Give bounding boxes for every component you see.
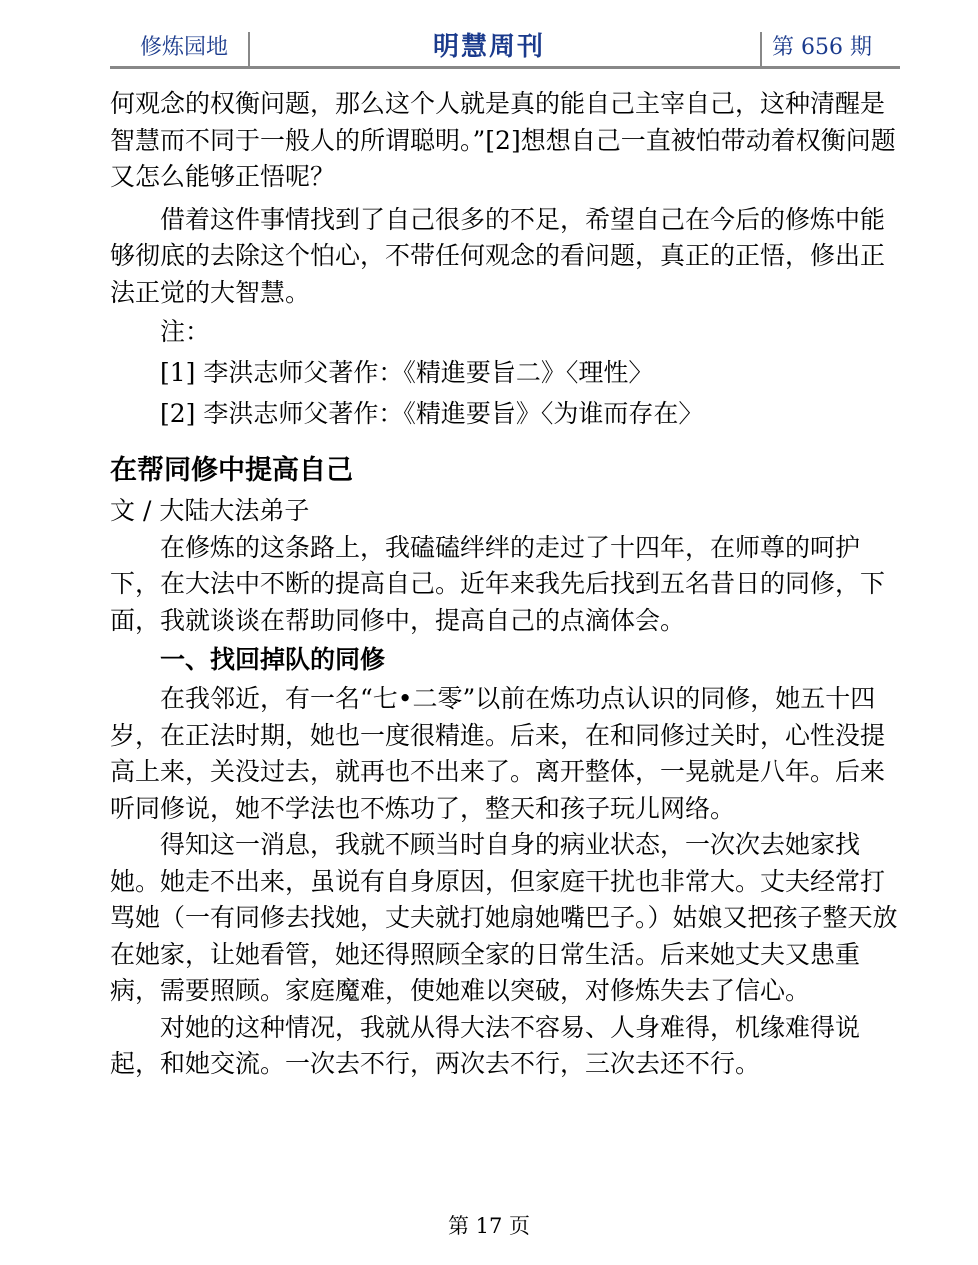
publication-title: 明慧周刊 xyxy=(433,32,546,62)
issue-number: 第 656 期 xyxy=(772,35,872,60)
page-number: 第 17 页 xyxy=(447,1214,531,1238)
article-title: 在帮同修中提高自己 xyxy=(110,455,353,486)
paragraph: 借着这件事情找到了自己很多的不足，希望自己在今后的修炼中能够彻底的去除这个怕心，不带任何观念的看问题，真正的正悟，修出正法正觉的大智慧。 xyxy=(110,204,886,307)
paragraph: 对她的这种情况，我就从得大法不容易、人身难得，机缘难得说起，和她交流。一次去不行，两次去不行，三次去还不行。 xyxy=(110,1012,861,1078)
paragraph-continued: 何观念的权衡问题，那么这个人就是真的能自己主宰自己，这种清醒是智慧而不同于一般人的所谓聪明。”[2]想想自己一直被怕带动着权衡问题又怎么能够正悟呢？ xyxy=(110,89,896,191)
paragraph: 在我邻近，有一名“七•二零”以前在炼功点认识的同修，她五十四岁，在正法时期，她也一度很精進。后来，在和同修过关时，心性没提高上来，关没过去，就再也不出来了。离开整体，一晃就是八年。后来听同修说，她不学法也不炼功了，整天和孩子玩儿网络。 xyxy=(110,684,886,823)
page-content xyxy=(110,86,900,1083)
notes-label: 注： xyxy=(160,317,211,346)
page-header xyxy=(110,24,900,68)
section-heading: 一、找回掉队的同修 xyxy=(160,645,386,674)
footnote-2: [2] 李洪志师父著作：《精進要旨》〈为谁而存在〉 xyxy=(160,399,704,428)
paragraph: 得知这一消息，我就不顾当时自身的病业状态，一次次去她家找她。她走不出来，虽说有自身原因，但家庭干扰也非常大。丈夫经常打骂她（一有同修去找她，丈夫就打她扇她嘴巴子。）姑娘又把孩子整天放在她家，让她看管，她还得照顾全家的日常生活。后来她丈夫又患重病，需要照顾。家庭魔难，使她难以突破，对修炼失去了信心。 xyxy=(110,830,898,1005)
byline: 文 / 大陆大法弟子 xyxy=(110,496,310,525)
header-rule xyxy=(110,66,900,69)
header-divider-right xyxy=(760,32,762,66)
section-name: 修炼园地 xyxy=(140,35,229,60)
paragraph: 在修炼的这条路上，我磕磕绊绊的走过了十四年，在师尊的呵护下，在大法中不断的提高自己。近年来我先后找到五名昔日的同修，下面，我就谈谈在帮助同修中，提高自己的点滴体会。 xyxy=(110,532,886,635)
header-divider-left xyxy=(248,32,250,66)
footnote-1: [1] 李洪志师父著作：《精進要旨二》〈理性〉 xyxy=(160,358,654,387)
